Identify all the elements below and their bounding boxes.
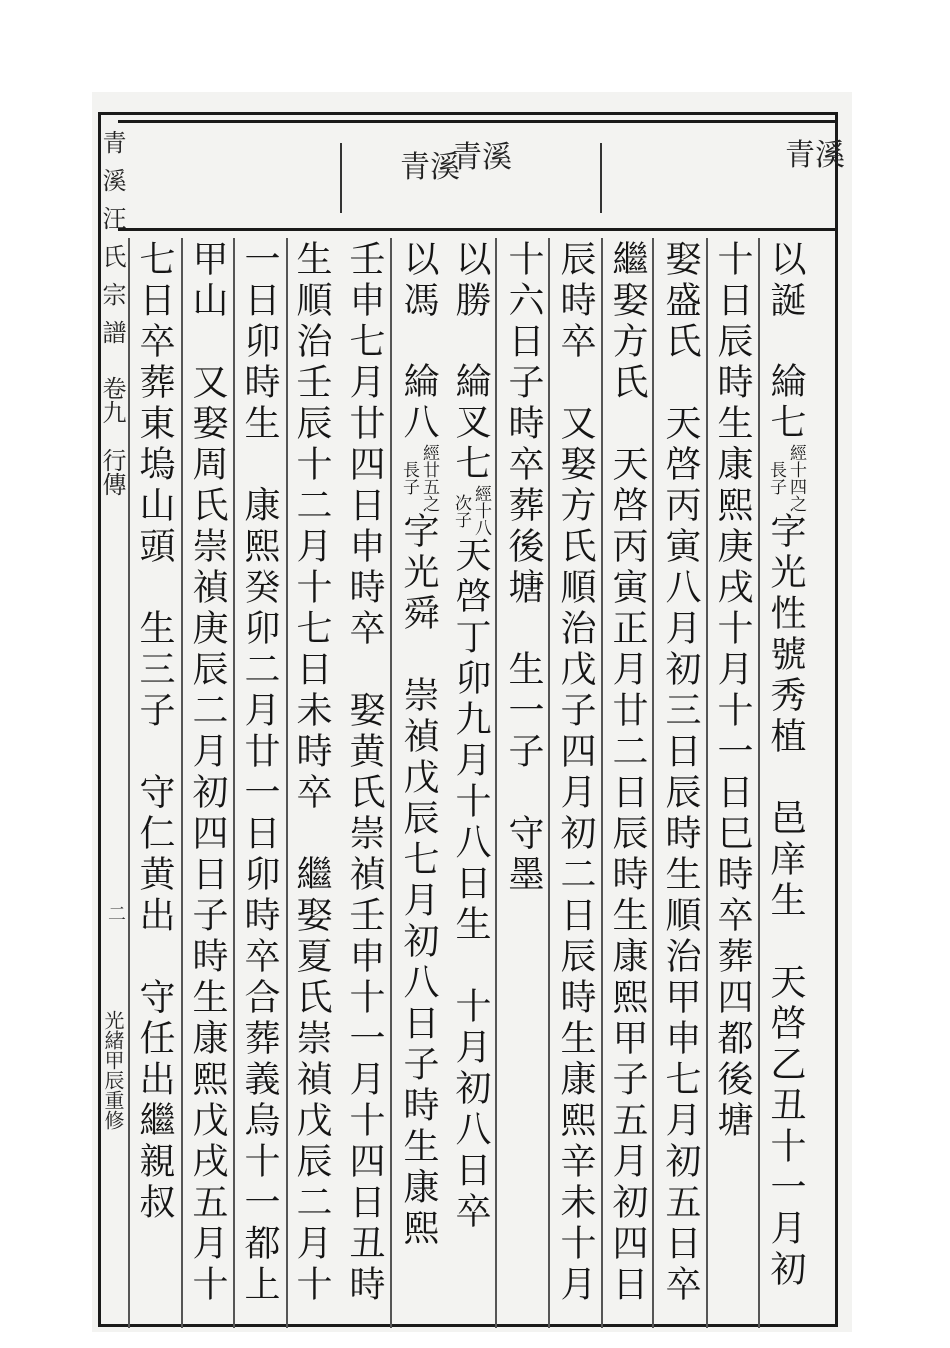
text-column xyxy=(656,240,704,1306)
interlinear-note xyxy=(761,444,809,512)
note-line: 經十八 xyxy=(471,485,491,536)
spine-title-block xyxy=(98,130,126,496)
text-column xyxy=(551,240,599,1306)
column-text: 十六日子時卒葬後塘 生一子 守墨 xyxy=(503,240,544,896)
header-divider xyxy=(340,143,342,213)
text-column xyxy=(761,240,809,1291)
column-text: 字光舜 崇禎戊辰七月初八日子時生康熙 xyxy=(398,512,439,1250)
text-column xyxy=(394,240,442,1250)
spine-volume: 卷九 xyxy=(98,376,126,424)
header-right-text: 青溪 xyxy=(785,138,845,173)
header-rule xyxy=(118,228,836,231)
column-text: 綸八 xyxy=(398,362,439,444)
note-line: 次子 xyxy=(451,493,471,528)
text-column xyxy=(708,240,756,1142)
column-text: 以馮 xyxy=(398,240,439,322)
column-text: 七日卒葬東塢山頭 生三子 守仁黄出 守任出繼親叔 xyxy=(134,240,175,1224)
note-line: 經十四之 xyxy=(786,444,806,512)
column-text: 甲山 又娶周氏崇禎庚辰二月初四日子時生康熙戊戌五月十 xyxy=(187,240,228,1306)
folio-number: 二 xyxy=(108,904,126,925)
column-rule xyxy=(652,238,654,1328)
column-rule xyxy=(495,238,497,1328)
text-column xyxy=(499,240,547,896)
column-text: 十日辰時生康熙庚戌十月十一日巳時卒葬四都後塘 xyxy=(712,240,753,1142)
top-rule xyxy=(118,120,836,123)
column-rule xyxy=(548,238,550,1328)
header-divider xyxy=(600,143,602,213)
spacer xyxy=(446,322,494,362)
column-text: 繼娶方氏 天啓丙寅正月廿二日辰時生康熙甲子五月初四日 xyxy=(607,240,648,1306)
header-center-b xyxy=(400,150,460,186)
text-column xyxy=(446,240,494,1233)
interlinear-note xyxy=(446,485,494,536)
text-column xyxy=(603,240,651,1306)
column-text: 綸叉七 xyxy=(450,362,491,485)
edition-text: 光緒甲辰重修 xyxy=(101,1010,125,1130)
interlinear-note xyxy=(394,444,442,512)
column-text: 綸七 xyxy=(765,362,806,444)
text-column xyxy=(340,240,388,1306)
text-column xyxy=(287,240,335,1306)
header-center-a xyxy=(452,140,512,176)
header-right xyxy=(785,138,845,174)
column-text: 壬申七月廿四日申時卒 娶黄氏崇禎壬申十一月十四日丑時 xyxy=(344,240,385,1306)
text-column xyxy=(235,240,283,1306)
note-line: 經廿五之 xyxy=(419,444,439,512)
header-center-a-text: 青溪 xyxy=(452,140,512,175)
column-text: 生順治壬辰十二月十七日未時卒 繼娶夏氏崇禎戊辰二月十 xyxy=(291,240,332,1306)
spine-section: 行傳 xyxy=(98,448,126,496)
column-text: 以勝 xyxy=(450,240,491,322)
column-rule xyxy=(390,238,392,1328)
note-line: 長子 xyxy=(399,461,419,495)
column-text: 字光性號秀植 邑庠生 天啓乙丑十一月初 xyxy=(765,512,806,1291)
column-text: 以誕 xyxy=(765,240,806,322)
note-line: 長子 xyxy=(766,461,786,495)
column-rule xyxy=(758,238,760,1328)
text-column xyxy=(130,240,178,1224)
header-center-b-text: 青溪 xyxy=(400,150,460,185)
spacer xyxy=(394,322,442,362)
edition-block xyxy=(100,1010,126,1130)
column-text: 辰時卒 又娶方氏順治戊子四月初二日辰時生康熙辛未十月 xyxy=(555,240,596,1306)
spine-title: 青溪汪氏宗譜 xyxy=(98,130,126,358)
text-column xyxy=(183,240,231,1306)
column-text: 娶盛氏 天啓丙寅八月初三日辰時生順治甲申七月初五日卒 xyxy=(660,240,701,1306)
spacer xyxy=(761,322,809,362)
column-text: 天啓丁卯九月十八日生 十月初八日卒 xyxy=(450,536,491,1233)
column-text: 一日卯時生 康熙癸卯二月廿一日卯時卒合葬義烏十一都上 xyxy=(239,240,280,1306)
